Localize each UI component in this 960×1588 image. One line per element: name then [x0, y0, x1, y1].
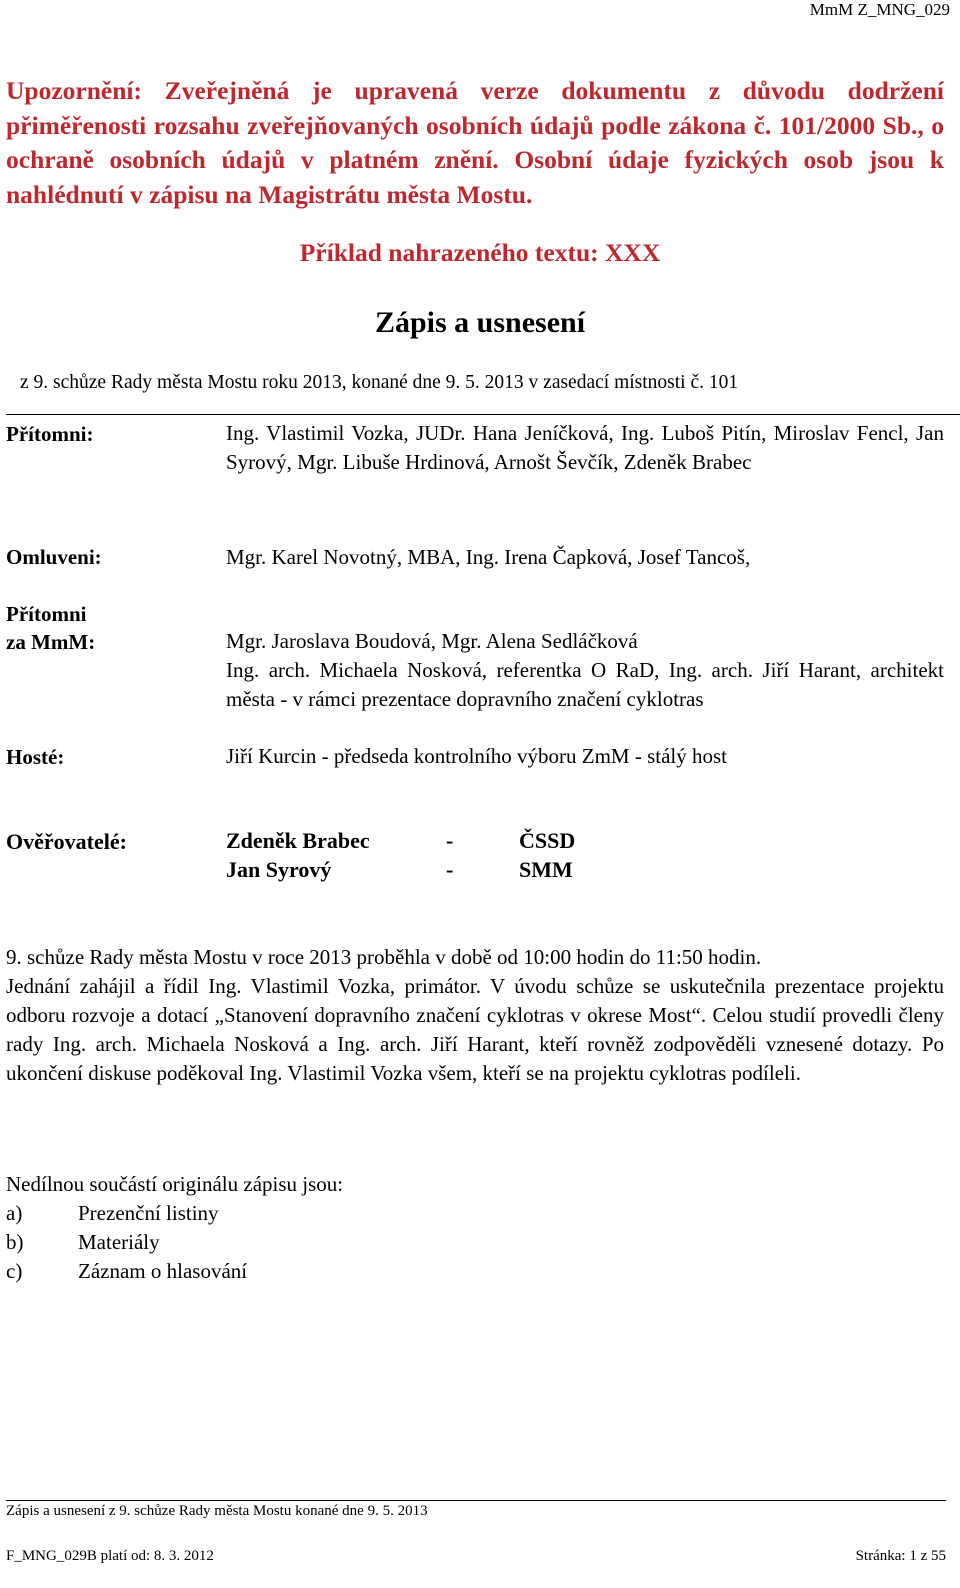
footer-page-number: Stránka: 1 z 55	[855, 1548, 946, 1564]
verifier-party: SMM	[519, 857, 573, 882]
footer-document-title: Zápis a usnesení z 9. schůze Rady města Mostu konané dne 9. 5. 2013	[6, 1503, 428, 1519]
verifiers-label: Ověřovatelé:	[6, 829, 127, 854]
verifier-dash: -	[446, 857, 454, 882]
privacy-notice: Upozornění: Zveřejněná je upravená verze dokumentu z důvodu dodržení přiměřenosti rozsahu zveřejňovaných osobních údajů podle zákona č. 101/2000 Sb., o ochraně osobních údajů v platném znění. Osobní údaje fyzických osob jsou k nahlédnutí v zápisu na Magistrátu města Mostu.	[6, 76, 944, 209]
replacement-example: Příklad nahrazeného textu: XXX	[299, 238, 661, 267]
staff-value-line2: Ing. arch. Michaela Nosková, referentka O RaD, Ing. arch. Jiří Harant, architekt města - v rámci prezentace dopravního značení cyklotras	[226, 658, 944, 711]
attachment-letter: b)	[6, 1230, 24, 1254]
footer-form-validity: F_MNG_029B platí od: 8. 3. 2012	[6, 1548, 214, 1564]
attachment-letter: c)	[6, 1259, 23, 1283]
meeting-subtitle: z 9. schůze Rady města Mostu roku 2013, konané dne 9. 5. 2013 v zasedací místnosti č. 101	[20, 372, 739, 393]
attachment-item: Prezenční listiny	[78, 1201, 219, 1225]
excused-value: Mgr. Karel Novotný, MBA, Ing. Irena Čapková, Josef Tancoš,	[226, 545, 751, 569]
staff-label-line2: za MmM:	[6, 630, 96, 654]
attachment-item: Materiály	[78, 1230, 160, 1254]
present-value: Ing. Vlastimil Vozka, JUDr. Hana Jeníčková, Ing. Luboš Pitín, Miroslav Fencl, Jan Syrový, Mgr. Libuše Hrdinová, Arnošt Ševčík, Zdeněk Brabec	[226, 421, 944, 474]
staff-label-line1: Přítomni	[6, 602, 87, 626]
meeting-body	[6, 943, 944, 1088]
guests-value: Jiří Kurcin - předseda kontrolního výboru ZmM - stálý host	[226, 744, 728, 768]
footer-divider	[6, 1500, 946, 1501]
attachment-item: Záznam o hlasování	[78, 1259, 248, 1283]
excused-label: Omluveni:	[6, 545, 102, 569]
guests-label: Hosté:	[6, 745, 65, 769]
meeting-time-paragraph: 9. schůze Rady města Mostu v roce 2013 proběhla v době od 10:00 hodin do 11:50 hodin.	[6, 945, 762, 969]
meeting-summary-paragraph: Jednání zahájil a řídil Ing. Vlastimil Vozka, primátor. V úvodu schůze se uskutečnila prezentace projektu odboru rozvoje a dotací „Stanovení dopravního značení cyklotras v okrese Most“. Celou studií provedli členy rady Ing. arch. Michaela Nosková a Ing. arch. Jiří Harant, kteří rovněž zodpověděli vznesené dotazy. Po ukončení diskuse poděkoval Ing. Vlastimil Vozka všem, kteří se na projektu cyklotras podíleli.	[6, 974, 944, 1085]
document-code: MmM Z_MNG_029	[809, 0, 950, 19]
verifier-name: Zdeněk Brabec	[226, 828, 370, 853]
verifier-name: Jan Syrový	[226, 857, 332, 882]
attachments-intro: Nedílnou součástí originálu zápisu jsou:	[6, 1172, 344, 1196]
page-title: Zápis a usnesení	[374, 306, 586, 339]
verifier-dash: -	[446, 828, 454, 853]
verifier-party: ČSSD	[519, 828, 576, 853]
header-divider	[6, 414, 960, 415]
staff-value-line1: Mgr. Jaroslava Boudová, Mgr. Alena Sedláčková	[226, 629, 638, 653]
attachment-letter: a)	[6, 1201, 23, 1225]
present-label: Přítomni:	[6, 422, 94, 446]
